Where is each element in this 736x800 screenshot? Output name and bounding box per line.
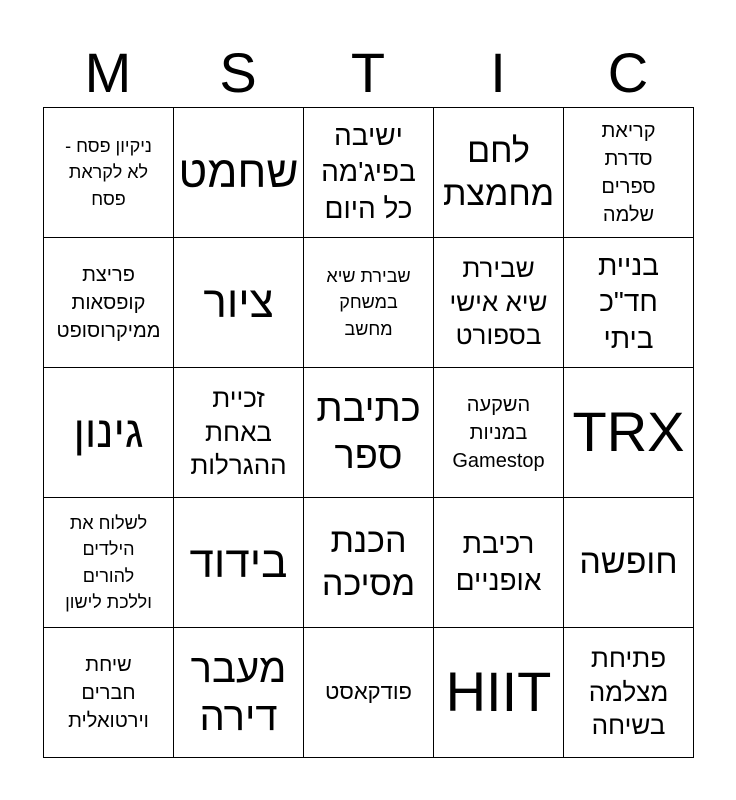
bingo-cell	[174, 108, 304, 238]
bingo-cell	[304, 238, 434, 368]
bingo-cell	[44, 238, 174, 368]
bingo-cell	[564, 498, 694, 628]
board-row	[44, 108, 694, 238]
cell-text: שבירת שיא במשחק מחשב	[326, 266, 411, 339]
bingo-cell	[304, 368, 434, 498]
cell-text: השקעה במניות Gamestop	[452, 393, 545, 472]
cell-text: בניית חד"כ ביתי	[598, 249, 659, 354]
header-letter-t: T	[350, 41, 386, 104]
bingo-cell	[434, 498, 564, 628]
cell-text: חופשה	[579, 543, 678, 582]
header-letter-s: S	[219, 41, 257, 104]
cell-text: שחמט	[178, 147, 299, 197]
bingo-cell	[174, 238, 304, 368]
bingo-cell	[44, 368, 174, 498]
header-letter-c: C	[607, 41, 649, 104]
bingo-cell	[304, 498, 434, 628]
header-letter-i: I	[490, 41, 506, 104]
cell-text: מעבר דירה	[190, 646, 287, 739]
cell-text: HIIT	[445, 660, 552, 724]
header-letter-m: M	[84, 41, 132, 104]
cell-text: ישיבה בפיג'מה כל היום	[321, 119, 416, 224]
bingo-board	[43, 107, 694, 758]
bingo-cell	[304, 108, 434, 238]
cell-text: פתיחת מצלמה בשיחה	[588, 642, 669, 741]
bingo-cell	[174, 498, 304, 628]
bingo-cell	[174, 628, 304, 758]
bingo-cell	[564, 238, 694, 368]
bingo-cell	[564, 368, 694, 498]
bingo-cell	[434, 628, 564, 758]
cell-text: בידוד	[189, 537, 288, 587]
bingo-cell	[434, 108, 564, 238]
bingo-cell	[44, 628, 174, 758]
cell-text: כתיבת ספר	[316, 388, 421, 477]
bingo-cell	[434, 238, 564, 368]
bingo-cell	[44, 498, 174, 628]
cell-text: לחם מחמצת	[442, 132, 555, 213]
bingo-cell	[44, 108, 174, 238]
cell-text: שבירת שיא אישי בספורט	[449, 252, 548, 351]
bingo-cell	[304, 628, 434, 758]
cell-text: הכנת מסיכה	[321, 522, 416, 603]
cell-text: שיחת חברים וירטואלית	[68, 653, 149, 732]
cell-text: פריצת קופסאות ממיקרוסופט	[56, 263, 161, 342]
board-row	[44, 368, 694, 498]
cell-text: פודקאסט	[325, 679, 412, 705]
bingo-header	[43, 40, 693, 106]
bingo-cell	[564, 628, 694, 758]
cell-text: לשלוח את הילדים להורים וללכת לישון	[65, 513, 152, 612]
board-row	[44, 628, 694, 758]
cell-text: גינון	[73, 407, 144, 457]
board-row	[44, 238, 694, 368]
cell-text: ניקיון פסח - לא לקראת פסח	[65, 136, 152, 209]
bingo-cell	[564, 108, 694, 238]
cell-text: ציור	[203, 277, 274, 327]
bingo-cell	[174, 368, 304, 498]
cell-text: קריאת סדרת ספרים שלמה	[601, 119, 656, 226]
bingo-cell	[434, 368, 564, 498]
cell-text: TRX	[572, 400, 685, 464]
board-row	[44, 498, 694, 628]
cell-text: רכיבת אופניים	[455, 528, 542, 596]
cell-text: זכיית באחת ההגרלות	[190, 382, 287, 481]
